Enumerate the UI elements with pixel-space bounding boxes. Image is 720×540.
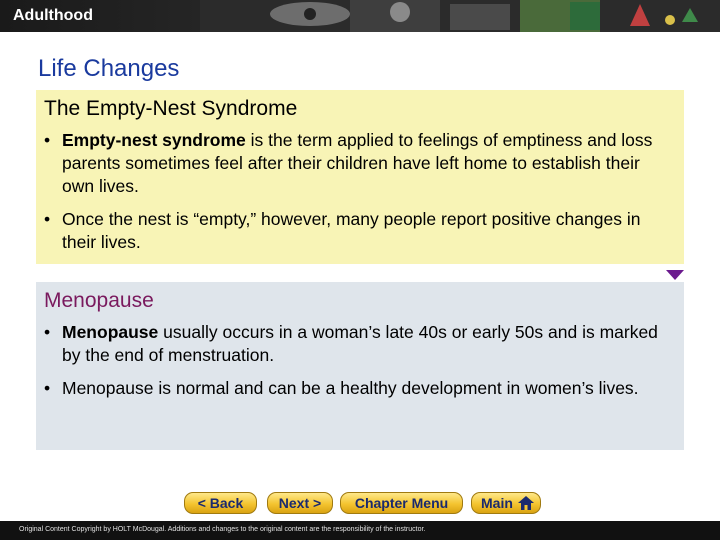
bullet-term: Menopause [62,322,159,342]
chapter-menu-button[interactable]: Chapter Menu [340,492,463,514]
bullet-glyph: • [44,322,51,342]
bullet-text: Once the nest is “empty,” however, many people report positive changes in their lives. [62,209,641,252]
bullet-text: usually occurs in a woman’s late 40s or early 50s and is marked by the end of menstruation. [62,322,658,365]
back-button[interactable]: < Back [184,492,257,514]
bullet-text: Menopause is normal and can be a healthy development in women’s lives. [62,378,639,398]
section-title: Menopause [44,289,154,312]
main-button[interactable] [471,492,541,514]
home-icon [518,496,534,510]
bullet-glyph: • [44,378,51,398]
list-item [44,377,674,400]
next-button[interactable]: Next > [267,492,333,514]
list-item [44,129,674,198]
menopause-panel [36,282,684,450]
main-button-label: Main [481,495,513,511]
bullet-glyph: • [44,130,51,150]
copyright-text: Original Content Copyright by HOLT McDougal. Additions and changes to the original content are the responsibility of the instructor. [19,526,426,533]
header-collage-image [200,0,720,32]
bullet-glyph: • [44,209,51,229]
footer-bar [0,521,720,540]
header-title: Adulthood [13,7,93,24]
section-title: The Empty-Nest Syndrome [44,97,298,120]
header-bar [0,0,720,32]
bullet-text: is the term applied to feelings of emptiness and loss parents sometimes feel after their children have left home to establish their own lives. [62,130,653,196]
list-item [44,321,674,367]
bullet-term: Empty-nest syndrome [62,130,246,150]
empty-nest-panel [36,90,684,264]
triangle-down-icon [666,270,684,280]
list-item [44,208,674,254]
page-title: Life Changes [38,55,180,82]
